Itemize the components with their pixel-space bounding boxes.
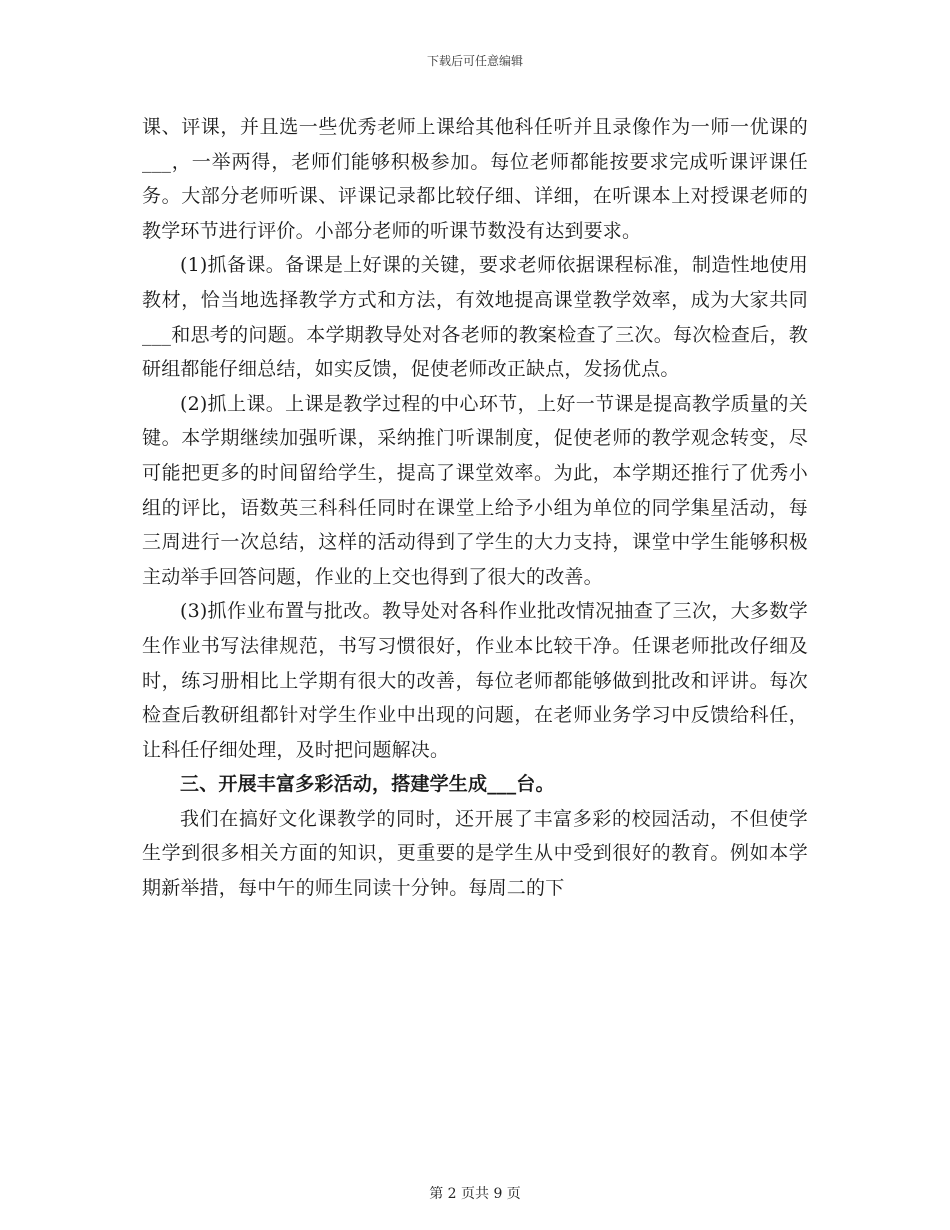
paragraph-classes: (2)抓上课。上课是教学过程的中心环节，上好一节课是提高教学质量的关键。本学期继续加强听课，采纳推门听课制度，促使老师的教学观念转变，尽可能把更多的时间留给学生，提高了课堂效率。为此，本学期还推行了优秀小组的评比，语数英三科科任同时在课堂上给予小组为单位的同学集星活动，每三周进行一次总结，这样的活动得到了学生的大力支持，课堂中学生能够积极主动举手回答问题，作业的上交也得到了很大的改善。: [142, 392, 808, 588]
page-footer: 第 2 页共 9 页: [429, 1186, 521, 1202]
paragraph-activities: 我们在搞好文化课教学的同时，还开展了丰富多彩的校园活动，不但使学生学到很多相关方面的知识，更重要的是学生从中受到很好的教育。例如本学期新举措，每中午的师生同读十分钟。每周二的下: [142, 807, 808, 900]
paragraph-lesson-prep: (1)抓备课。备课是上好课的关键，要求老师依据课程标准，制造性地使用教材，恰当地选择教学方式和方法，有效地提高课堂教学效率，成为大家共同___和思考的问题。本学期教导处对各老师的教案检查了三次。每次检查后，教研组都能仔细总结，如实反馈，促使老师改正缺点，发扬优点。: [142, 254, 808, 381]
paragraph-homework: (3)抓作业布置与批改。教导处对各科作业批改情况抽查了三次，大多数学生作业书写法律规范，书写习惯很好，作业本比较干净。任课老师批改仔细及时，练习册相比上学期有很大的改善，每位老师都能够做到批改和评讲。每次检查后教研组都针对学生作业中出现的问题，在老师业务学习中反馈给科任，让科任仔细处理，及时把问题解决。: [142, 600, 808, 761]
section-heading: 三、开展丰富多彩活动，搭建学生成___台。: [180, 773, 555, 796]
page-header: 下载后可任意编辑: [426, 54, 523, 68]
paragraph-continued: 课、评课，并且选一些优秀老师上课给其他科任听并且录像作为一师一优课的___，一举两得，老师们能够积极参加。每位老师都能按要求完成听课评课任务。大部分老师听课、评课记录都比较仔细、详细，在听课本上对授课老师的教学环节进行评价。小部分老师的听课节数没有达到要求。: [142, 116, 808, 242]
document-body: [142, 110, 808, 906]
